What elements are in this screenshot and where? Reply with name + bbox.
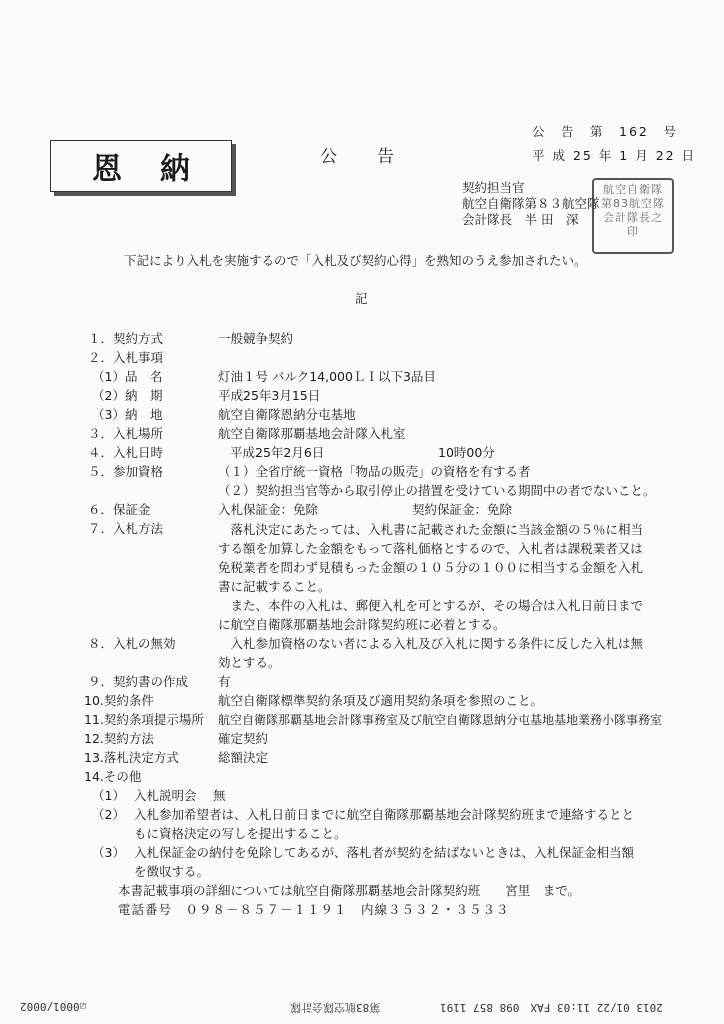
item2-2-label: （2）納 期 [92,388,163,403]
item14-label: 14.その他 [84,769,142,784]
item4-label: ４．入札日時 [88,445,164,460]
item5-label: ５．参加資格 [88,464,164,479]
item2-3-label: （3）納 地 [92,407,163,422]
item7-label: ７．入札方法 [88,521,164,536]
item12-value: 確定契約 [218,731,269,746]
item7-line: また、本件の入札は、郵便入札を可とするが、その場合は入札日前日まで [218,598,644,613]
seal-text: 航空自衛隊第83航空隊会計隊長之印 [601,183,665,238]
issuer-line2: 航空自衛隊第８３航空隊 [462,196,600,211]
item14-2-label: （2） [92,807,125,822]
item13-label: 13.落札決定方式 [84,750,179,765]
item2-3-value: 航空自衛隊恩納分屯基地 [218,407,356,422]
item2-2-value: 平成25年3月15日 [218,388,321,403]
item10-label: 10.契約条件 [84,693,154,708]
item14-2-line: もに資格決定の写しを提出すること。 [134,826,347,841]
issuer-line1: 契約担当官 [462,180,525,195]
item5-line1: （１）全省庁統一資格「物品の販売」の資格を有する者 [218,464,531,479]
item6-label: ６．保証金 [88,502,151,517]
official-seal [592,178,674,254]
item14-3-line: を徴収する。 [134,864,210,879]
fax-sender: 第83航空隊会計隊 [290,1001,381,1014]
item2-1-value: 灯油１号 バルク14,000ＬＩ以下3品目 [218,369,436,384]
item8-line: 入札参加資格のない者による入札及び入札に関する条件に反した入札は無 [218,636,644,651]
item14-2-line: 入札参加希望者は、入札日前日までに航空自衛隊那覇基地会計隊契約班まで連絡するとと [134,807,635,822]
notice-date: 平 成 25 年 1 月 22 日 [532,148,697,163]
item14-1-label: （1） [92,788,125,803]
item4-time: 10時00分 [438,445,495,460]
item3-value: 航空自衛隊那覇基地会計隊入札室 [218,426,406,441]
item9-label: ９．契約書の作成 [88,674,189,689]
item8-label: ８．入札の無効 [88,636,176,651]
ki-heading: 記 [355,291,368,306]
item11-value: 航空自衛隊那覇基地会計隊事務室及び航空自衛隊恩納分屯基地基地業務小隊事務室 [218,713,663,727]
notice-number: 公 告 第 162 号 [532,124,678,139]
item8-line: 効とする。 [218,655,281,670]
item14-3-label: （3） [92,845,125,860]
item7-line: 落札決定にあたっては、入札書に記載された金額に当該金額の５％に相当 [218,522,644,537]
item4-value: 平成25年2月6日 [230,445,325,460]
item3-label: ３．入札場所 [88,426,164,441]
item14-1-value: 入札説明会 無 [134,788,226,803]
item6-value1: 入札保証金：免除 [218,502,319,517]
stamp-box [50,140,232,192]
item7-line: 書に記載すること。 [218,579,331,594]
issuer-line3: 会計隊長 半 田 深 [462,212,579,227]
item7-line: 免税業者を問わず見積もった金額の１０５分の１００に相当する金額を入札 [218,560,644,575]
item10-value: 航空自衛隊標準契約条項及び適用契約条項を参照のこと。 [218,693,544,708]
item7-line: に航空自衛隊那覇基地会計隊契約班に必着とする。 [218,617,506,632]
page-title: 公 告 [320,147,396,167]
intro-text: 下記により入札を実施するので「入札及び契約心得」を熟知のうえ参加されたい。 [124,253,587,268]
item13-value: 総額決定 [218,750,269,765]
item5-line2: （２）契約担当官等から取引停止の措置を受けている期間中の者でないこと。 [218,483,656,498]
item11-label: 11.契約条項提示場所 [84,712,204,727]
item6-value2: 契約保証金：免除 [412,502,513,517]
item1-label: １．契約方式 [88,331,164,346]
item12-label: 12.契約方法 [84,731,154,746]
item2-label: ２．入札事項 [88,350,164,365]
item7-line: する額を加算した金額をもって落札価格とするので、入札者は課税業者又は [218,541,643,556]
item14-3-line: 入札保証金の納付を免除してあるが、落札者が契約を結ばないときは、入札保証金相当額 [134,845,635,860]
item1-value: 一般競争契約 [218,331,294,346]
fax-timestamp: 2013 01/22 11:03 FAX 098 857 1191 [440,1001,663,1014]
item9-value: 有 [218,674,231,689]
contact-line1: 本書記載事項の詳細については航空自衛隊那覇基地会計隊契約班 宮里 まで。 [118,883,581,898]
contact-phone: 電話番号 ０９８－８５７－１１９１ 内線３５３２・３５３３ [118,902,510,917]
fax-page: ☑0001/0002 [20,1000,87,1013]
stamp-text: 恩納 [92,152,228,187]
item2-1-label: （1）品 名 [92,369,163,384]
